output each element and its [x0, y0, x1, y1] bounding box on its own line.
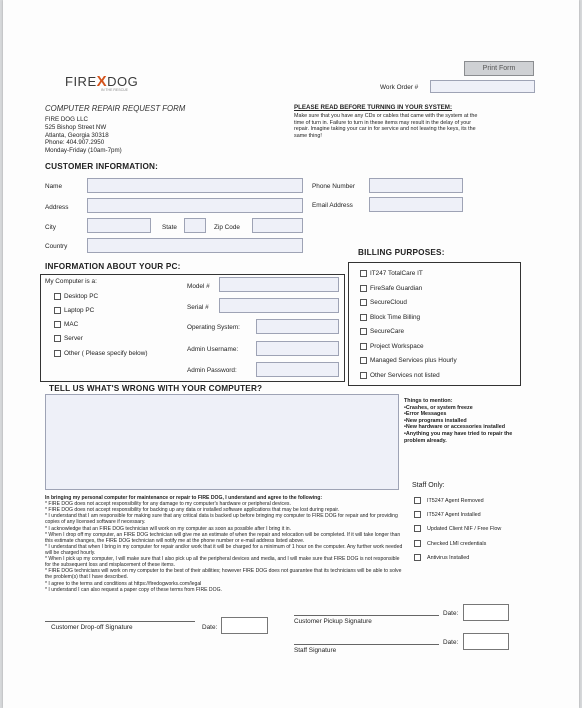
- name-label: Name: [45, 183, 63, 190]
- terms-block: [45, 495, 405, 593]
- tip-item: • Crashes, or system freeze: [404, 405, 524, 412]
- address-field[interactable]: [87, 198, 303, 213]
- other-label: Other ( Please specify below): [64, 350, 148, 357]
- terms-item: * I agree to the terms and conditions at https://firedogworks.com/legal: [45, 580, 202, 587]
- customer-info-heading: CUSTOMER INFORMATION:: [45, 162, 159, 171]
- admin-password-field[interactable]: [256, 362, 339, 377]
- laptop-pc-label: Laptop PC: [64, 307, 95, 314]
- country-label: Country: [45, 243, 68, 250]
- logo-text-right: DOG: [107, 74, 139, 89]
- email-label: Email Address: [312, 202, 353, 209]
- admin-password-label: Admin Password:: [187, 367, 237, 374]
- os-label: Operating System:: [187, 324, 240, 331]
- staff-signature-line[interactable]: [294, 644, 439, 645]
- server-label: Server: [64, 335, 83, 342]
- state-field[interactable]: [184, 218, 206, 233]
- terms-item: * When I pick up my computer, I will make sure that I also pick up all the peripheral devices and media, and I will make sure that FIRE DOG is not responsible for the subsequent loss and misplacement of these items.: [45, 556, 400, 569]
- zip-field[interactable]: [252, 218, 303, 233]
- staff-date-field[interactable]: [463, 633, 509, 650]
- billing-checkbox-2[interactable]: [360, 285, 367, 292]
- staff-checkbox-5[interactable]: [414, 554, 421, 561]
- billing-heading: BILLING PURPOSES:: [358, 248, 445, 257]
- country-field[interactable]: [87, 238, 303, 253]
- staff-option-2: IT5247 Agent Installed: [427, 512, 481, 518]
- billing-checkbox-8[interactable]: [360, 372, 367, 379]
- billing-option-6: Project Workspace: [370, 343, 424, 350]
- staff-option-4: Checked LMI credentials: [427, 541, 487, 547]
- logo-text-left: FIRE: [65, 74, 97, 89]
- company-phone: Phone: 404.907.2950: [45, 139, 105, 147]
- terms-item: * FIRE DOG does not accept responsibility for any damage to my computer's hardware or peripheral devices.: [45, 501, 291, 508]
- phone-field[interactable]: [369, 178, 463, 193]
- zip-label: Zip Code: [214, 224, 240, 231]
- billing-option-5: SecureCare: [370, 328, 405, 335]
- staff-signature-label: Staff Signature: [294, 647, 337, 654]
- billing-checkbox-4[interactable]: [360, 314, 367, 321]
- city-label: City: [45, 224, 57, 231]
- dropoff-signature-label: Customer Drop-off Signature: [51, 624, 133, 631]
- form-title: COMPUTER REPAIR REQUEST FORM: [45, 104, 186, 113]
- staff-checkbox-2[interactable]: [414, 511, 421, 518]
- other-checkbox[interactable]: [54, 350, 61, 357]
- terms-intro: In bringing my personal computer for maintenance or repair to FIRE DOG, I understand and agree to the following:: [45, 495, 323, 501]
- form-page: [3, 0, 579, 708]
- billing-option-7: Managed Services plus Hourly: [370, 357, 457, 364]
- pc-info-heading: INFORMATION ABOUT YOUR PC:: [45, 262, 181, 271]
- notice-body: Make sure that you have any CDs or cables that came with the system at the time of turn in. Failure to turn in these items may result in the delay of your repair. Imagine taking your car in for service and not leaving the keys, its the same thing!: [294, 113, 478, 139]
- city-field[interactable]: [87, 218, 151, 233]
- billing-checkbox-6[interactable]: [360, 343, 367, 350]
- billing-option-2: FireSafe Guardian: [370, 285, 423, 292]
- mac-checkbox[interactable]: [54, 321, 61, 328]
- staff-option-3: Updated Client NIF / Free Flow: [427, 526, 502, 532]
- serial-field[interactable]: [219, 298, 339, 313]
- billing-checkbox-7[interactable]: [360, 357, 367, 364]
- tip-item: • Error Messages: [404, 411, 524, 418]
- terms-item: * I acknowledge that an FIRE DOG technician will work on my computer as soon as possible after I bring it in.: [45, 525, 292, 532]
- model-field[interactable]: [219, 277, 339, 292]
- billing-option-1: IT247 TotalCare IT: [370, 270, 423, 277]
- staff-checkbox-4[interactable]: [414, 540, 421, 547]
- terms-item: * I understand that when I bring in my computer for repair and/or work that it will be charged for a minimum of 1 hour on the computer. Any further work needed will be charged hourly.: [45, 543, 403, 556]
- billing-checkbox-3[interactable]: [360, 299, 367, 306]
- logo-tagline: IN THE RESCUE: [101, 88, 128, 92]
- pickup-date-field[interactable]: [463, 604, 509, 621]
- tip-item: • Anything you may have tried to repair the problem already.: [404, 431, 524, 444]
- work-order-field[interactable]: [430, 80, 535, 93]
- serial-label: Serial #: [187, 304, 209, 311]
- name-field[interactable]: [87, 178, 303, 193]
- billing-option-8: Other Services not listed: [370, 372, 440, 379]
- staff-only-heading: Staff Only:: [412, 482, 445, 489]
- billing-checkbox-5[interactable]: [360, 328, 367, 335]
- address-label: Address: [45, 204, 69, 211]
- logo-mark: X: [96, 73, 108, 90]
- tip-item: • New programs installed: [404, 418, 524, 425]
- mac-label: MAC: [64, 321, 79, 328]
- company-street: 525 Bishop Street NW: [45, 123, 107, 131]
- desktop-pc-label: Desktop PC: [64, 293, 99, 300]
- admin-username-label: Admin Username:: [187, 346, 239, 353]
- pickup-signature-label: Customer Pickup Signature: [294, 618, 372, 625]
- phone-label: Phone Number: [312, 183, 355, 190]
- pickup-date-label: Date:: [443, 610, 459, 617]
- dropoff-signature-line[interactable]: [45, 621, 195, 622]
- pickup-signature-line[interactable]: [294, 615, 439, 616]
- billing-option-4: Block Time Billing: [370, 314, 421, 321]
- tip-item: • New hardware or accessories installed: [404, 424, 524, 431]
- dropoff-date-field[interactable]: [221, 617, 268, 634]
- email-field[interactable]: [369, 197, 463, 212]
- problem-description-field[interactable]: [45, 394, 399, 490]
- company-name: FIRE DOG LLC: [45, 116, 88, 123]
- print-form-button[interactable]: Print Form: [464, 61, 534, 76]
- server-checkbox[interactable]: [54, 335, 61, 342]
- problem-heading: TELL US WHAT'S WRONG WITH YOUR COMPUTER?: [49, 384, 263, 393]
- notice-heading: PLEASE READ BEFORE TURNING IN YOUR SYSTEM:: [294, 104, 453, 111]
- my-computer-is-label: My Computer is a:: [45, 278, 97, 285]
- staff-option-1: IT5247 Agent Removed: [427, 498, 484, 504]
- desktop-pc-checkbox[interactable]: [54, 293, 61, 300]
- billing-box: [348, 262, 521, 386]
- billing-checkbox-1[interactable]: [360, 270, 367, 277]
- staff-checkbox-3[interactable]: [414, 525, 421, 532]
- things-to-mention-heading: Things to mention:: [404, 398, 453, 404]
- dropoff-date-label: Date:: [202, 624, 218, 631]
- company-hours: Monday-Friday (10am-7pm): [45, 147, 122, 154]
- state-label: State: [162, 224, 177, 231]
- model-label: Model #: [187, 283, 210, 290]
- company-info: [45, 116, 122, 155]
- work-order-label: Work Order #: [380, 84, 419, 91]
- os-field[interactable]: [256, 319, 339, 334]
- things-to-mention: [404, 398, 524, 444]
- terms-item: * I understand I can also request a paper copy of these terms from FIRE DOG.: [45, 586, 222, 593]
- staff-date-label: Date:: [443, 639, 459, 646]
- terms-item: * FIRE DOG technicians will work on my computer to the best of their abilities; however FIRE DOG does not guarantee that its technicians will be able to solve the problem(s) that I have described.: [45, 568, 402, 581]
- terms-item: * When I drop off my computer, an FIRE DOG technician will give me an estimate of when the repair and relocation will be completed. If it will take longer than this estimate changes, the FIRE DOG technician will notify me at the phone number or e-mail address listed above.: [45, 531, 401, 544]
- laptop-pc-checkbox[interactable]: [54, 307, 61, 314]
- terms-item: * FIRE DOG does not accept responsibility for backing up any data or installed software applications that may be lost during repair.: [45, 507, 340, 514]
- company-city: Atlanta, Georgia 30318: [45, 131, 109, 139]
- terms-item: * I understand that I am responsible for making sure that any critical data is backed up before bringing my computer to FIRE DOG for repair and for providing copies of any licensed software if necessary.: [45, 513, 398, 526]
- admin-username-field[interactable]: [256, 341, 339, 356]
- staff-checkbox-1[interactable]: [414, 497, 421, 504]
- staff-option-5: Antivirus Installed: [427, 555, 470, 561]
- billing-option-3: SecureCloud: [370, 299, 407, 306]
